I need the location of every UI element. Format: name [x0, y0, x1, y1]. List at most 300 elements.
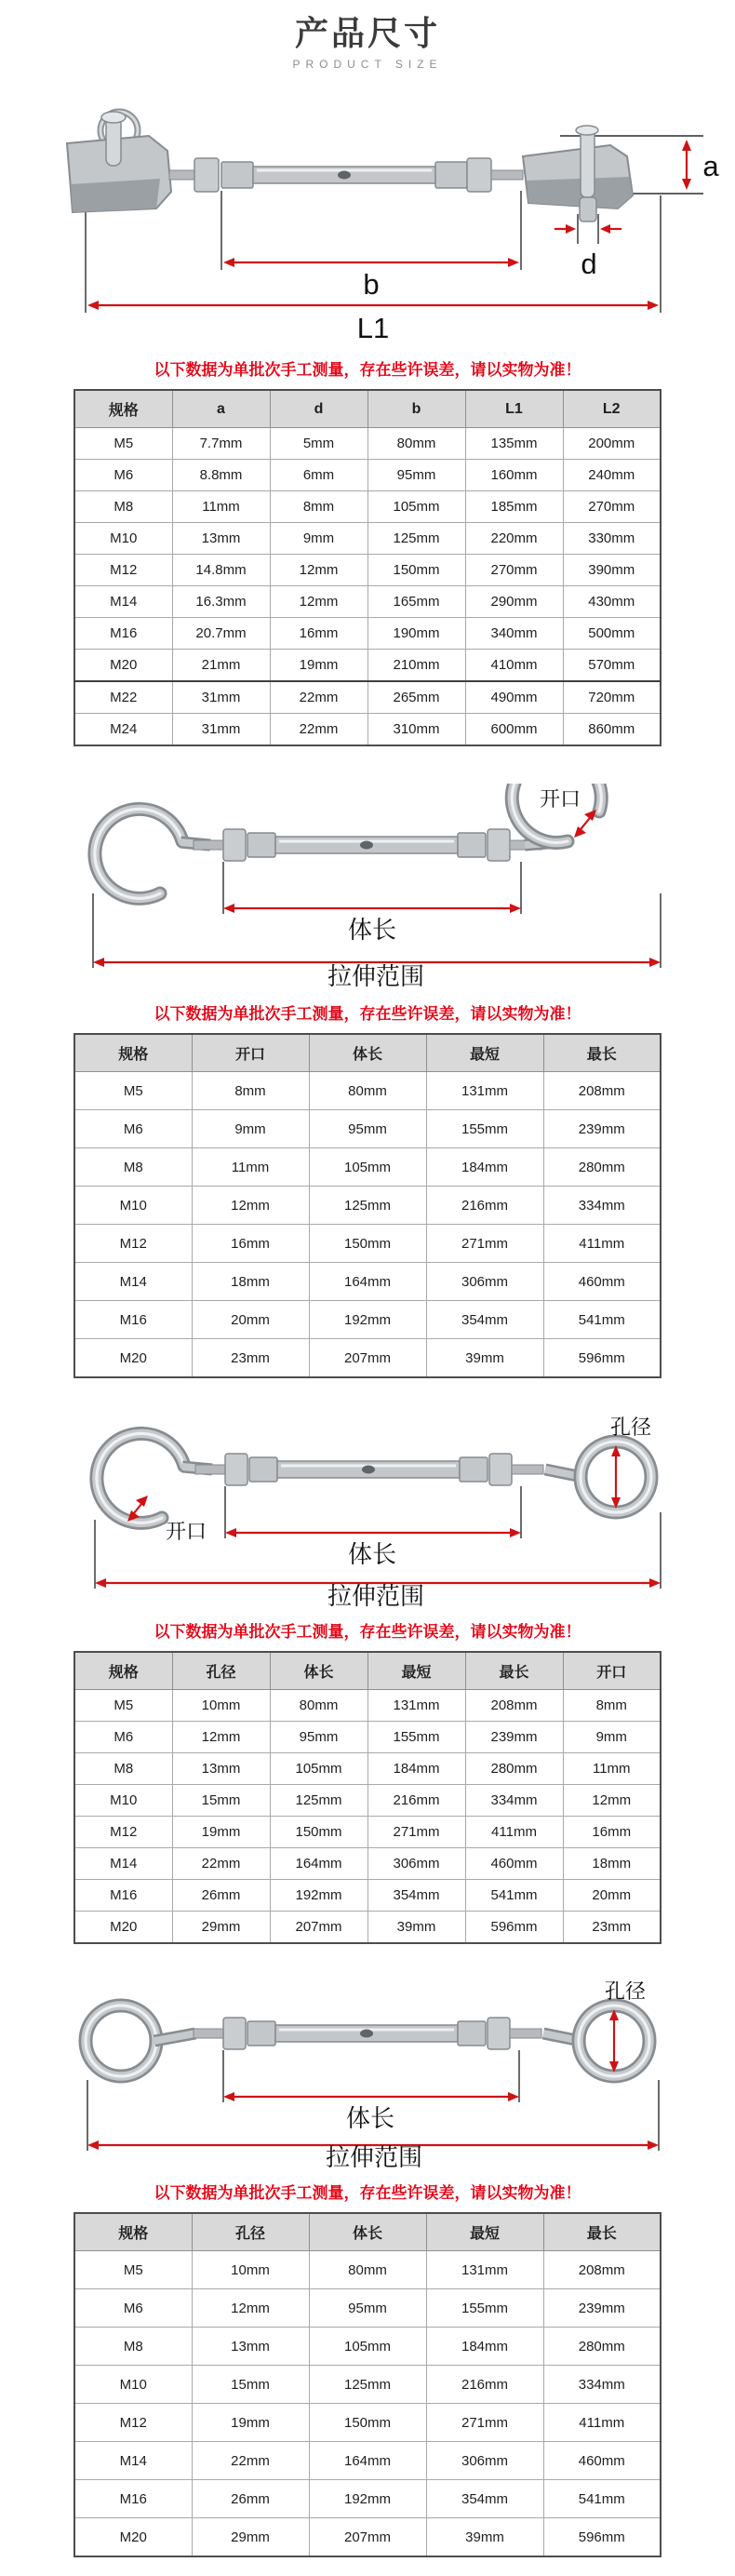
table-cell: 22mm [192, 2442, 309, 2480]
table-cell: 306mm [426, 2442, 543, 2480]
table-cell: 306mm [368, 1848, 465, 1880]
label-stretch-range: 拉伸范围 [327, 1582, 425, 1607]
table-row [74, 1848, 661, 1880]
table-row [74, 1722, 661, 1753]
table-cell: 21mm [172, 650, 270, 682]
table-row [74, 1339, 661, 1378]
measurement-warning: 以下数据为单批次手工测量，存在些许误差，请以实物为准！ [154, 361, 581, 380]
dim-label-l1: L1 [356, 312, 390, 345]
dimension-extension-lines [87, 2050, 659, 2151]
table-cell: 150mm [309, 1225, 426, 1263]
table-row [74, 1110, 661, 1148]
table-cell: 23mm [192, 1339, 309, 1378]
table-cell: 9mm [563, 1722, 661, 1753]
table-cell: 271mm [426, 2404, 543, 2442]
table-cell: M5 [74, 1072, 192, 1110]
table-row [74, 1148, 661, 1187]
table-cell: M12 [74, 1817, 172, 1848]
table-cell: 95mm [309, 2289, 426, 2328]
table-row [74, 2328, 661, 2366]
spec-table-hook-eye [74, 1651, 662, 1944]
table-cell: 190mm [368, 618, 465, 650]
table-cell: 10mm [192, 2251, 309, 2289]
turnbuckle-body [67, 112, 633, 221]
label-opening: 开口 [165, 1520, 207, 1544]
table-cell: 270mm [563, 491, 661, 523]
table-cell: 23mm [563, 1912, 661, 1944]
table-cell: 192mm [309, 1301, 426, 1339]
column-header: 体长 [270, 1652, 368, 1690]
table-cell: 125mm [309, 2366, 426, 2404]
table-cell: 13mm [172, 1753, 270, 1785]
table-cell: 18mm [192, 1263, 309, 1301]
table-cell: 216mm [368, 1785, 465, 1817]
table-cell: 125mm [368, 523, 465, 555]
table-cell: 22mm [270, 714, 368, 746]
dimension-line-d [555, 224, 621, 234]
table-row [74, 1690, 661, 1722]
table-cell: 125mm [309, 1187, 426, 1225]
column-header: 最短 [426, 2213, 543, 2251]
table-cell: 541mm [543, 2480, 661, 2518]
table-cell: 164mm [309, 2442, 426, 2480]
table-cell: 8mm [563, 1690, 661, 1722]
label-hole-diameter: 孔径 [609, 1415, 652, 1440]
table-cell: 411mm [543, 2404, 661, 2442]
table-cell: 31mm [172, 714, 270, 746]
table-cell: 184mm [426, 2328, 543, 2366]
dimension-line-opening [574, 810, 596, 838]
table-header-row [74, 1034, 661, 1072]
table-cell: 207mm [309, 2518, 426, 2557]
table-cell: 239mm [543, 1110, 661, 1148]
dimension-extension-lines [93, 862, 661, 968]
column-header: b [368, 390, 465, 428]
dimension-line-hole-diameter [609, 2009, 619, 2073]
table-cell: M20 [74, 2518, 192, 2557]
column-header: 规格 [74, 390, 172, 428]
table-cell: 160mm [465, 460, 563, 491]
table-cell: M12 [74, 555, 172, 586]
table-cell: M6 [74, 2289, 192, 2328]
table-cell: 200mm [563, 428, 661, 460]
column-header: L1 [465, 390, 563, 428]
table-cell: 240mm [563, 460, 661, 491]
column-header: 开口 [192, 1034, 309, 1072]
spec-table-hook-hook [74, 1033, 662, 1378]
spec-table-jaw-jaw [74, 389, 662, 746]
table-cell: 155mm [368, 1722, 465, 1753]
table-row [74, 1753, 661, 1785]
diagram-jaw-jaw [0, 102, 735, 349]
diagram-eye-eye [0, 1981, 735, 2172]
table-cell: 165mm [368, 586, 465, 618]
dimension-line-b [223, 258, 519, 267]
turnbuckle-hook-eye-image [9, 1415, 726, 1606]
table-cell: 29mm [192, 2518, 309, 2557]
table-cell: 20.7mm [172, 618, 270, 650]
label-body-length: 体长 [345, 2104, 395, 2133]
table-cell: 208mm [465, 1690, 563, 1722]
section-hook-eye [0, 1415, 735, 1944]
table-cell: 12mm [270, 555, 368, 586]
table-cell: 29mm [172, 1912, 270, 1944]
table-cell: 306mm [426, 1263, 543, 1301]
column-header: 孔径 [192, 2213, 309, 2251]
table-row [74, 1785, 661, 1817]
dim-label-a: a [702, 150, 719, 183]
table-cell: 570mm [563, 650, 661, 682]
column-header: d [270, 390, 368, 428]
table-cell: 105mm [309, 1148, 426, 1187]
section-hook-hook [0, 784, 735, 1378]
table-cell: 39mm [368, 1912, 465, 1944]
table-cell: 334mm [465, 1785, 563, 1817]
table-cell: 216mm [426, 1187, 543, 1225]
turnbuckle-hook-hook-image [9, 784, 726, 988]
table-cell: 192mm [270, 1880, 368, 1912]
table-cell: 460mm [543, 2442, 661, 2480]
table-cell: 135mm [465, 428, 563, 460]
table-cell: 185mm [465, 491, 563, 523]
table-cell: 12mm [270, 586, 368, 618]
table-cell: M6 [74, 1722, 172, 1753]
table-row [74, 1301, 661, 1339]
table-cell: 310mm [368, 714, 465, 746]
table-cell: 22mm [270, 681, 368, 714]
turnbuckle-body [86, 2006, 649, 2076]
table-cell: 239mm [543, 2289, 661, 2328]
table-cell: 208mm [543, 2251, 661, 2289]
table-cell: 490mm [465, 681, 563, 714]
table-cell: 280mm [543, 2328, 661, 2366]
table-cell: 460mm [465, 1848, 563, 1880]
table-cell: 80mm [270, 1690, 368, 1722]
column-header: 最短 [368, 1652, 465, 1690]
table-cell: 5mm [270, 428, 368, 460]
table-cell: 13mm [192, 2328, 309, 2366]
table-cell: 410mm [465, 650, 563, 682]
table-row [74, 1880, 661, 1912]
table-cell: 334mm [543, 2366, 661, 2404]
table-cell: 80mm [309, 2251, 426, 2289]
table-cell: 9mm [192, 1110, 309, 1148]
table-cell: 16mm [563, 1817, 661, 1848]
dimension-line-body-length [223, 2092, 519, 2101]
dimension-line-a [682, 140, 691, 190]
table-cell: M20 [74, 1339, 192, 1378]
table-row [74, 428, 661, 460]
table-cell: 270mm [465, 555, 563, 586]
table-cell: 541mm [543, 1301, 661, 1339]
table-cell: 150mm [309, 2404, 426, 2442]
table-cell: M16 [74, 1301, 192, 1339]
table-row [74, 618, 661, 650]
table-cell: 280mm [543, 1148, 661, 1187]
table-cell: 131mm [426, 2251, 543, 2289]
measurement-warning: 以下数据为单批次手工测量，存在些许误差，请以实物为准！ [154, 1005, 581, 1024]
section-eye-eye [0, 1981, 735, 2557]
table-cell: 411mm [465, 1817, 563, 1848]
table-cell: 95mm [309, 1110, 426, 1148]
table-cell: M12 [74, 1225, 192, 1263]
table-cell: 125mm [270, 1785, 368, 1817]
table-cell: 26mm [192, 2480, 309, 2518]
column-header: a [172, 390, 270, 428]
table-cell: 16.3mm [172, 586, 270, 618]
table-cell: 105mm [270, 1753, 368, 1785]
table-cell: 150mm [368, 555, 465, 586]
table-cell: 720mm [563, 681, 661, 714]
table-header-row [74, 2213, 661, 2251]
table-cell: 354mm [426, 1301, 543, 1339]
table-cell: M14 [74, 2442, 192, 2480]
table-cell: M20 [74, 650, 172, 682]
turnbuckle-body [95, 784, 601, 898]
table-cell: 8.8mm [172, 460, 270, 491]
table-cell: 150mm [270, 1817, 368, 1848]
table-cell: 330mm [563, 523, 661, 555]
table-row [74, 2289, 661, 2328]
label-body-length: 体长 [347, 916, 397, 945]
table-cell: 290mm [465, 586, 563, 618]
table-cell: 12mm [172, 1722, 270, 1753]
dim-label-d: d [581, 248, 597, 281]
table-row [74, 523, 661, 555]
table-row [74, 491, 661, 523]
table-cell: 207mm [309, 1339, 426, 1378]
table-cell: 430mm [563, 586, 661, 618]
table-cell: 164mm [309, 1263, 426, 1301]
table-cell: 155mm [426, 1110, 543, 1148]
turnbuckle-jaw-jaw-image [9, 102, 726, 344]
table-cell: 220mm [465, 523, 563, 555]
column-header: 孔径 [172, 1652, 270, 1690]
table-cell: 95mm [368, 460, 465, 491]
table-row [74, 1263, 661, 1301]
table-cell: 16mm [270, 618, 368, 650]
table-row [74, 2404, 661, 2442]
table-cell: 207mm [270, 1912, 368, 1944]
table-cell: 11mm [563, 1753, 661, 1785]
table-cell: 9mm [270, 523, 368, 555]
table-cell: 80mm [309, 1072, 426, 1110]
table-cell: 105mm [309, 2328, 426, 2366]
table-cell: 155mm [426, 2289, 543, 2328]
table-cell: M22 [74, 681, 172, 714]
label-body-length: 体长 [347, 1540, 397, 1569]
table-cell: 11mm [192, 1148, 309, 1187]
table-row [74, 2518, 661, 2557]
table-cell: 390mm [563, 555, 661, 586]
dimension-line-body-length [223, 904, 521, 913]
turnbuckle-eye-eye-image [9, 1981, 726, 2167]
section-jaw-jaw [0, 102, 735, 746]
table-cell: 11mm [172, 491, 270, 523]
page-subtitle: PRODUCT SIZE [292, 58, 443, 72]
table-cell: 184mm [426, 1148, 543, 1187]
table-cell: 12mm [192, 1187, 309, 1225]
table-cell: 354mm [368, 1880, 465, 1912]
table-cell: 216mm [426, 2366, 543, 2404]
table-cell: 596mm [465, 1912, 563, 1944]
table-cell: M8 [74, 2328, 192, 2366]
table-cell: 80mm [368, 428, 465, 460]
table-cell: 334mm [543, 1187, 661, 1225]
table-cell: M24 [74, 714, 172, 746]
table-row [74, 681, 661, 714]
table-cell: M16 [74, 2480, 192, 2518]
label-stretch-range: 拉伸范围 [327, 962, 425, 989]
table-cell: M16 [74, 618, 172, 650]
table-cell: 411mm [543, 1225, 661, 1263]
measurement-warning: 以下数据为单批次手工测量，存在些许误差，请以实物为准！ [154, 2184, 581, 2203]
table-cell: 354mm [426, 2480, 543, 2518]
table-cell: 6mm [270, 460, 368, 491]
table-header-row [74, 1652, 661, 1690]
table-cell: 8mm [192, 1072, 309, 1110]
table-cell: 22mm [172, 1848, 270, 1880]
table-cell: M6 [74, 1110, 192, 1148]
table-cell: 596mm [543, 1339, 661, 1378]
table-cell: M5 [74, 1690, 172, 1722]
table-cell: 210mm [368, 650, 465, 682]
table-row [74, 1072, 661, 1110]
table-cell: 265mm [368, 681, 465, 714]
column-header: 规格 [74, 2213, 192, 2251]
dimension-line-l1 [87, 301, 659, 310]
table-cell: 16mm [192, 1225, 309, 1263]
table-cell: 19mm [192, 2404, 309, 2442]
table-cell: 184mm [368, 1753, 465, 1785]
table-cell: 280mm [465, 1753, 563, 1785]
table-cell: 7.7mm [172, 428, 270, 460]
table-cell: M14 [74, 586, 172, 618]
table-cell: 192mm [309, 2480, 426, 2518]
table-cell: 860mm [563, 714, 661, 746]
column-header: 规格 [74, 1652, 172, 1690]
table-row [74, 586, 661, 618]
column-header: 开口 [563, 1652, 661, 1690]
column-header: 体长 [309, 1034, 426, 1072]
spec-table-eye-eye [74, 2212, 662, 2557]
turnbuckle-body [97, 1434, 651, 1523]
table-cell: M8 [74, 491, 172, 523]
column-header: 最短 [426, 1034, 543, 1072]
table-cell: 19mm [270, 650, 368, 682]
table-cell: 271mm [426, 1225, 543, 1263]
table-cell: M14 [74, 1848, 172, 1880]
table-cell: 239mm [465, 1722, 563, 1753]
table-row [74, 1187, 661, 1225]
column-header: 最长 [543, 1034, 661, 1072]
column-header: 最长 [543, 2213, 661, 2251]
table-row [74, 2442, 661, 2480]
table-cell: 95mm [270, 1722, 368, 1753]
table-cell: 12mm [563, 1785, 661, 1817]
measurement-warning: 以下数据为单批次手工测量，存在些许误差，请以实物为准！ [154, 1623, 581, 1642]
column-header: L2 [563, 390, 661, 428]
table-cell: 600mm [465, 714, 563, 746]
table-cell: 596mm [543, 2518, 661, 2557]
table-cell: 39mm [426, 1339, 543, 1378]
table-cell: 15mm [172, 1785, 270, 1817]
table-cell: 13mm [172, 523, 270, 555]
dimension-line-hole-diameter [611, 1445, 621, 1509]
table-row [74, 1817, 661, 1848]
table-row [74, 2251, 661, 2289]
table-cell: M10 [74, 2366, 192, 2404]
table-cell: M14 [74, 1263, 192, 1301]
table-cell: 26mm [172, 1880, 270, 1912]
table-cell: M5 [74, 428, 172, 460]
table-cell: M12 [74, 2404, 192, 2442]
table-cell: M10 [74, 1187, 192, 1225]
diagram-hook-eye [0, 1415, 735, 1611]
dimension-line-body-length [225, 1528, 521, 1537]
table-row [74, 650, 661, 682]
table-cell: 14.8mm [172, 555, 270, 586]
table-header-row [74, 390, 661, 428]
table-cell: M8 [74, 1753, 172, 1785]
table-cell: 12mm [192, 2289, 309, 2328]
table-cell: 271mm [368, 1817, 465, 1848]
column-header: 体长 [309, 2213, 426, 2251]
table-row [74, 1912, 661, 1944]
table-cell: 340mm [465, 618, 563, 650]
table-cell: 10mm [172, 1690, 270, 1722]
table-row [74, 2480, 661, 2518]
column-header: 最长 [465, 1652, 563, 1690]
table-row [74, 460, 661, 491]
label-stretch-range: 拉伸范围 [325, 2143, 423, 2168]
table-cell: 460mm [543, 1263, 661, 1301]
table-cell: M10 [74, 1785, 172, 1817]
page-header [0, 0, 735, 71]
table-cell: 541mm [465, 1880, 563, 1912]
table-cell: 31mm [172, 681, 270, 714]
table-cell: 105mm [368, 491, 465, 523]
table-row [74, 1225, 661, 1263]
table-cell: 15mm [192, 2366, 309, 2404]
label-opening: 开口 [539, 787, 581, 812]
table-row [74, 714, 661, 746]
table-cell: 131mm [368, 1690, 465, 1722]
table-cell: 8mm [270, 491, 368, 523]
dim-label-b: b [363, 268, 380, 302]
table-row [74, 555, 661, 586]
table-cell: 20mm [563, 1880, 661, 1912]
table-cell: 18mm [563, 1848, 661, 1880]
table-cell: M10 [74, 523, 172, 555]
table-cell: 19mm [172, 1817, 270, 1848]
table-cell: 500mm [563, 618, 661, 650]
diagram-hook-hook [0, 784, 735, 993]
table-cell: 164mm [270, 1848, 368, 1880]
table-cell: M6 [74, 460, 172, 491]
label-hole-diameter: 孔径 [604, 1981, 647, 2004]
table-cell: M5 [74, 2251, 192, 2289]
table-cell: 131mm [426, 1072, 543, 1110]
page-title: 产品尺寸 [294, 14, 440, 52]
table-cell: 208mm [543, 1072, 661, 1110]
table-cell: M8 [74, 1148, 192, 1187]
table-cell: 39mm [426, 2518, 543, 2557]
table-cell: M20 [74, 1912, 172, 1944]
table-row [74, 2366, 661, 2404]
column-header: 规格 [74, 1034, 192, 1072]
table-cell: 20mm [192, 1301, 309, 1339]
